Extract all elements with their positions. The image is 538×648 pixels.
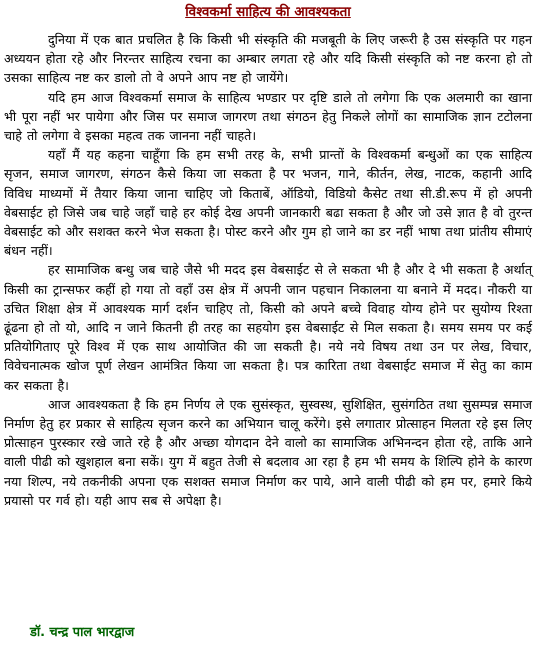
article-title: विश्वकर्मा साहित्य की आवश्यकता	[185, 4, 351, 20]
paragraph-4: हर सामाजिक बन्धु जब चाहे जैसे भी मदद इस वेबसाईट से ले सकता भी है और दे भी सकता है अर्थात् किसी का ट्रान्सफर कहीं हो गया तो वहाँ उस क्षेत्र में अपनी जान पहचान निकालना या बनाने में मदद। नौकरी या उचित शिक्षा क्षेत्र में आवश्यक मार्ग दर्शन चाहिए तो, किसी को अपने बच्चे विवाह योग्य होने पर सुयोग्य रिश्ता ढूंढना हो तो यो, आदि न जाने कितनी ही तरह का सहयोग इस वेबसाईट से मिल सकता है। समय समय पर कई प्रतियोगिताए पूरे विश्व में एक साथ आयोजित की जा सकती है। नये नये विषय तथा उन पर लेख, विचार, विवेचनात्मक खोज पूर्ण लेखन आमंत्रित किया जा सकता है। पत्र कारिता तथा वेबसाईट समाज में सेतु का काम कर सकता है।	[4, 262, 532, 393]
paragraph-5: आज आवश्यकता है कि हम निर्णय ले एक सुसंस्कृत, सुस्वस्थ, सुशिक्षित, सुसंगठित तथा सुसम्पन्न समाज निर्माण हेतु हर प्रकार से साहित्य सृजन करने का अभियान चालू करेंगे। इसे लगातार प्रोत्साहन मिलता रहे इस लिए प्रोत्साहन पुरस्कार रखे जाते रहे है और अच्छा योगदान देने वालो का सामाजिक अभिनन्दन होता रहे, ताकि आने वाली पीढी को खुशहाल बना सकें। युग में बहुत तेजी से बदलाव आ रहा है हम भी समय के शिल्पि होने के कारण नया शिल्प, नये तकनीकी अपना एक सशक्त समाज निर्माण कर पाये, आने वाली पीढी को हम पर, हमारे किये प्रयासो पर गर्व हो। यही आप सब से अपेक्षा है।	[4, 396, 532, 508]
paragraph-3: यहाँ मैं यह कहना चाहूँगा कि हम सभी तरह के, सभी प्रान्तों के विश्वकर्मा बन्धुओं का एक साहित्य सृजन, समाज जागरण, संगठन कैसे किया जा सकता है पर भजन, गाने, कीर्तन, लेख, नाटक, कहानी आदि विविध माध्यमों में तैयार किया जाना चाहिए जो किताबें, ऑडियो, विडियो कैसेट तथा सी.डी.रूप में हो अपनी वेबसाईट हो जिसे जब चाहे जहाँ चाहे हर कोई देख अपनी जानकारी बढा सकता है और जो उसे ज्ञात है वो तुरन्त वेबसाईट को और सशक्त करने भेज सकता है। पोस्ट करने और गुम हो जाने का डर नहीं भाषा तथा प्रांतीय सीमाएं बंधन नहीं।	[4, 147, 532, 259]
paragraph-1: दुनिया में एक बात प्रचलित है कि किसी भी संस्कृति की मजबूती के लिए जरूरी है उस संस्कृति पर गहन अध्ययन होता रहे और निरन्तर साहित्य रचना का अम्बार लगता रहे और यदि किसी संस्कृति को नष्ट करना हो तो उसका साहित्य नष्ट कर डालो तो वे अपने आप नष्ट हो जायेंगे।	[4, 32, 532, 86]
paragraph-2: यदि हम आज विश्वकर्मा समाज के साहित्य भण्डार पर दृष्टि डाले तो लगेगा कि एक अलमारी का खाना भी पूरा नहीं भर पायेगा और जिस पर समाज जागरण तथा संगठन हेतु निकले लोगों का सामाजिक ज्ञान टटोलना चाहे तो लगेगा वे इसका महत्व तक जानना नहीं चाहते।	[4, 89, 532, 144]
author-signature: डॉ. चन्द्र पाल भारद्वाज	[30, 625, 135, 640]
